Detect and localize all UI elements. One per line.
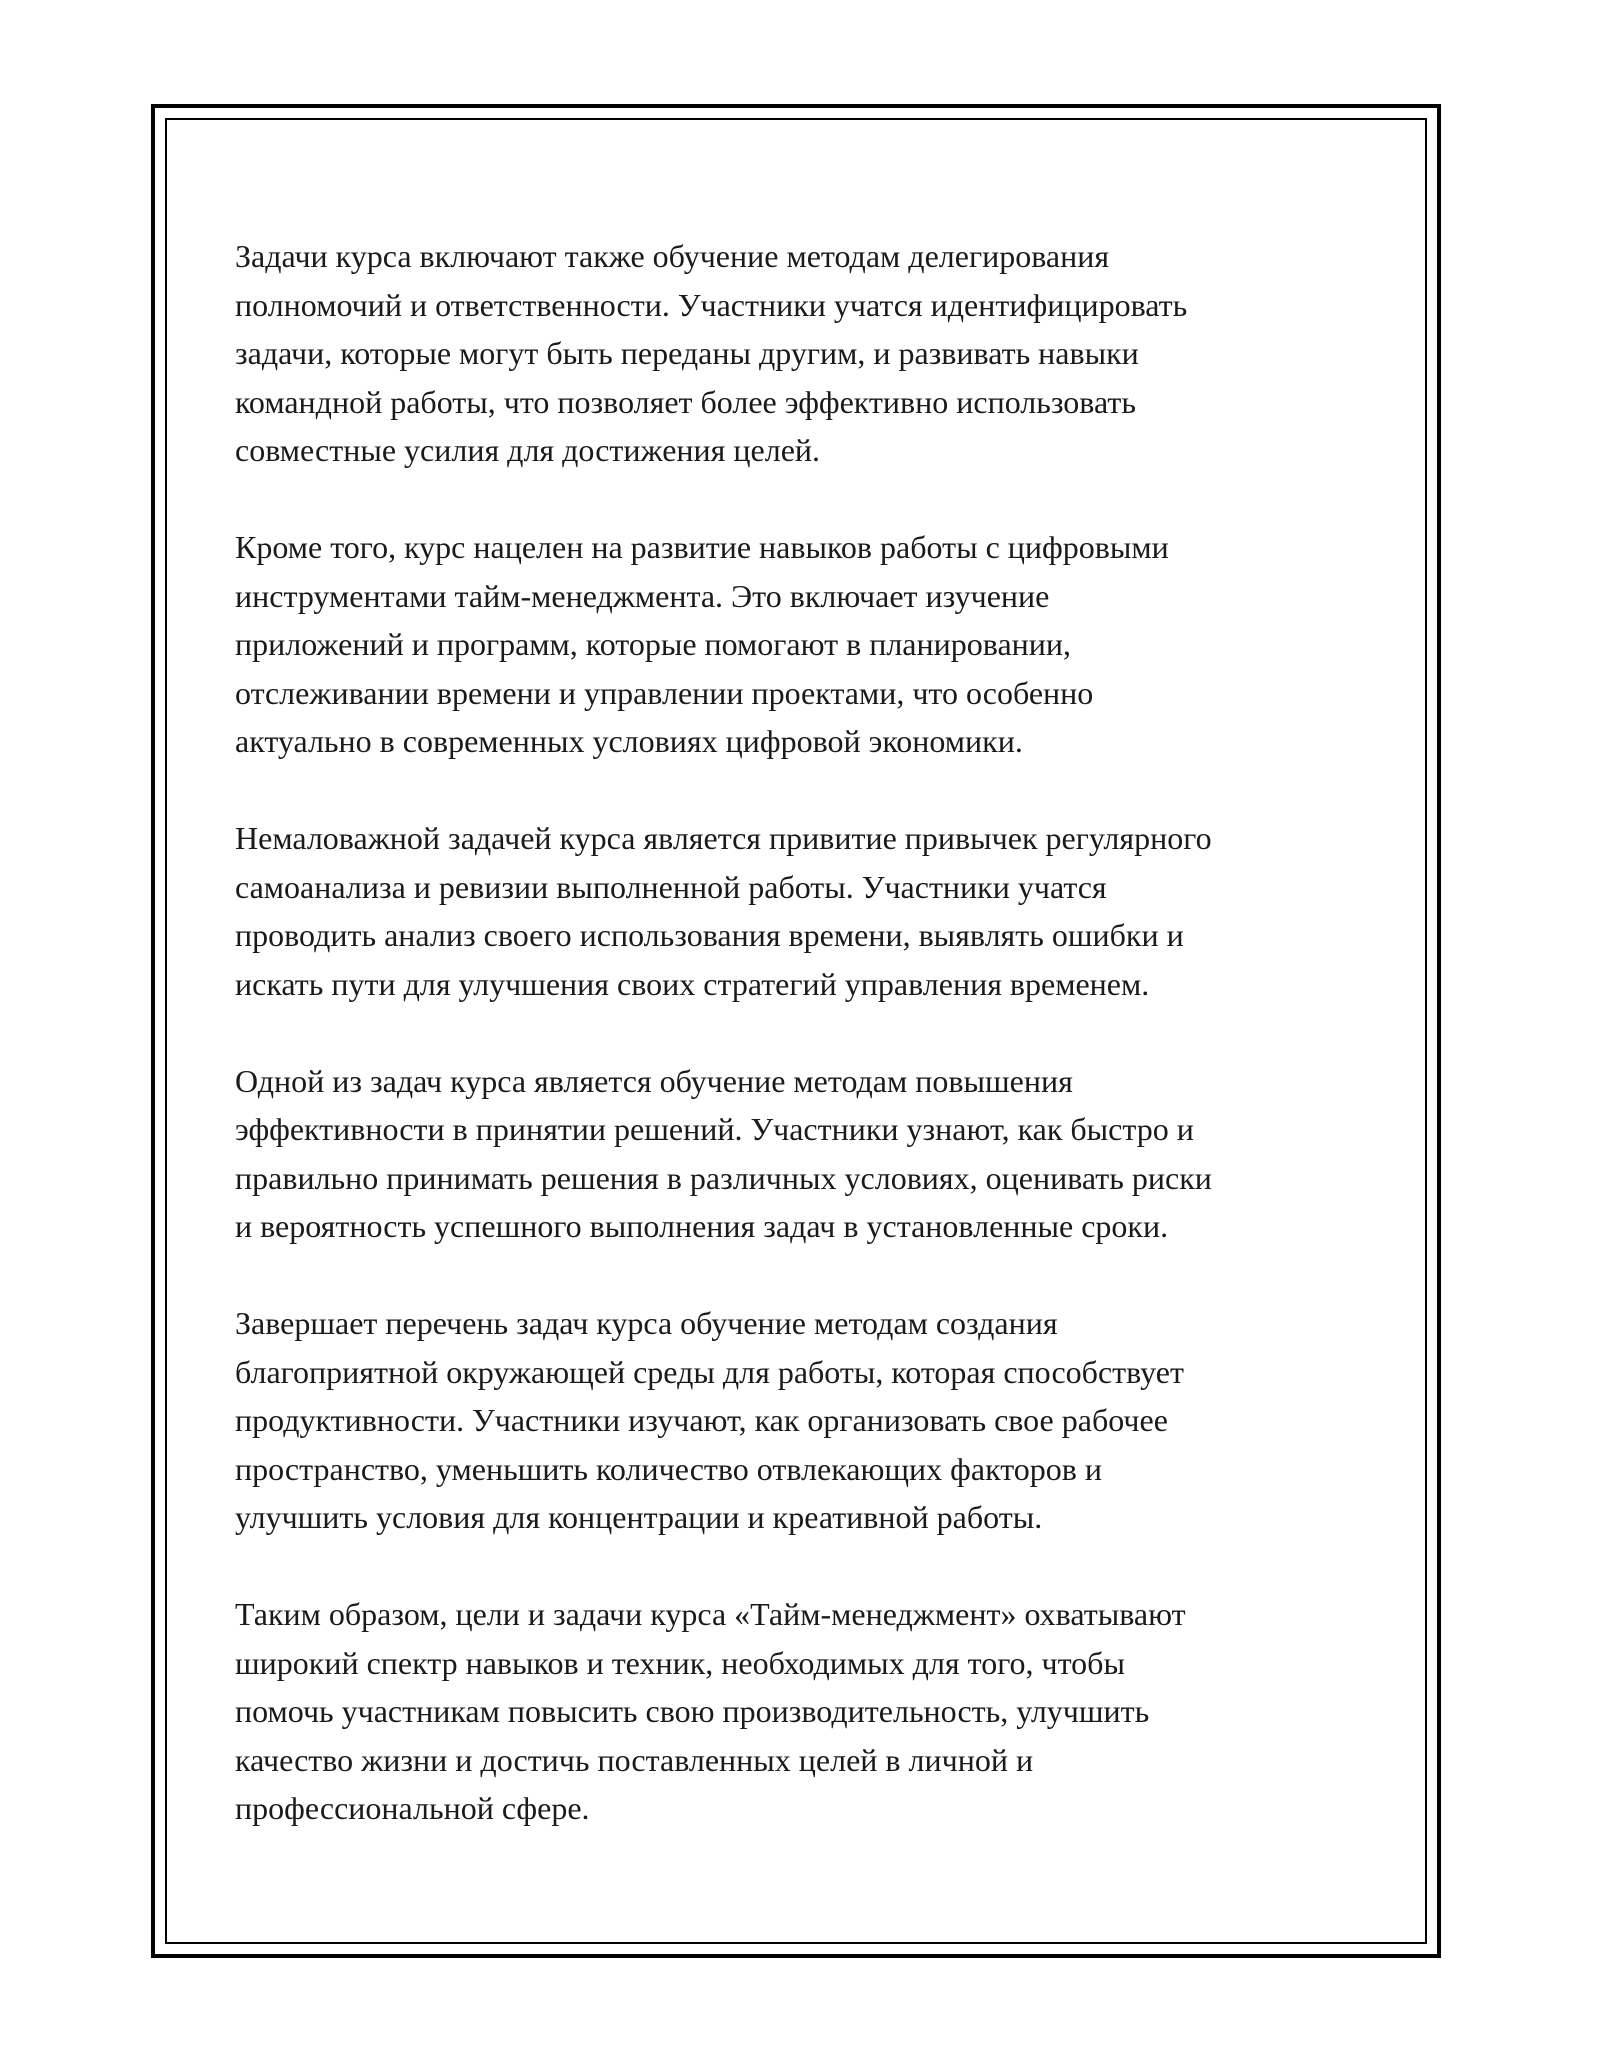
text-line: Одной из задач курса является обучение методам повышения xyxy=(235,1062,1073,1099)
text-line: командной работы, что позволяет более эффективно использовать xyxy=(235,383,1136,420)
text-line: качество жизни и достичь поставленных целей в личной и xyxy=(235,1741,1034,1778)
text-line: отслеживании времени и управлении проектами, что особенно xyxy=(235,674,1094,711)
text-line: широкий спектр навыков и техник, необходимых для того, чтобы xyxy=(235,1644,1125,1681)
paragraph-work-environment xyxy=(235,1299,1375,1542)
paragraph-digital-tools xyxy=(235,523,1375,766)
text-line: Завершает перечень задач курса обучение методам создания xyxy=(235,1305,1058,1341)
text-line: задачи, которые могут быть переданы другим, и развивать навыки xyxy=(235,335,1139,371)
text-line: совместные усилия для достижения целей. xyxy=(235,432,821,468)
text-line: актуально в современных условиях цифровой экономики. xyxy=(235,723,1023,759)
text-line: самоанализа и ревизии выполненной работы. Участники учатся xyxy=(235,868,1107,905)
text-line: инструментами тайм-менеджмента. Это включает изучение xyxy=(235,577,1050,614)
text-line: Кроме того, курс нацелен на развитие навыков работы с цифровыми xyxy=(235,529,1169,565)
text-line: Задачи курса включают также обучение методам делегирования xyxy=(235,238,1110,274)
paragraph-decision-making xyxy=(235,1057,1375,1251)
text-line: приложений и программ, которые помогают в планировании, xyxy=(235,626,1072,662)
paragraph-delegation xyxy=(235,232,1375,475)
text-line: профессиональной сфере. xyxy=(235,1790,590,1826)
text-line: пространство, уменьшить количество отвлекающих факторов и xyxy=(235,1450,1102,1487)
text-line: Немаловажной задачей курса является привитие привычек регулярного xyxy=(235,820,1212,856)
text-line: Таким образом, цели и задачи курса «Тайм-менеджмент» охватывают xyxy=(235,1596,1186,1632)
text-line: благоприятной окружающей среды для работы, которая способствует xyxy=(235,1353,1184,1390)
text-line: помочь участникам повысить свою производительность, улучшить xyxy=(235,1693,1150,1729)
text-line: и вероятность успешного выполнения задач в установленные сроки. xyxy=(235,1208,1169,1244)
text-line: искать пути для улучшения своих стратегий управления временем. xyxy=(235,965,1150,1002)
text-line: продуктивности. Участники изучают, как организовать свое рабочее xyxy=(235,1402,1168,1438)
text-line: полномочий и ответственности. Участники учатся идентифицировать xyxy=(235,286,1188,323)
text-line: правильно принимать решения в различных условиях, оценивать риски xyxy=(235,1159,1212,1196)
text-line: проводить анализ своего использования времени, выявлять ошибки и xyxy=(235,917,1184,953)
text-line: улучшить условия для концентрации и креативной работы. xyxy=(235,1499,1043,1535)
document-body xyxy=(235,232,1375,1881)
paragraph-conclusion xyxy=(235,1590,1375,1833)
text-line: эффективности в принятии решений. Участники узнают, как быстро и xyxy=(235,1111,1194,1147)
paragraph-self-analysis xyxy=(235,814,1375,1008)
